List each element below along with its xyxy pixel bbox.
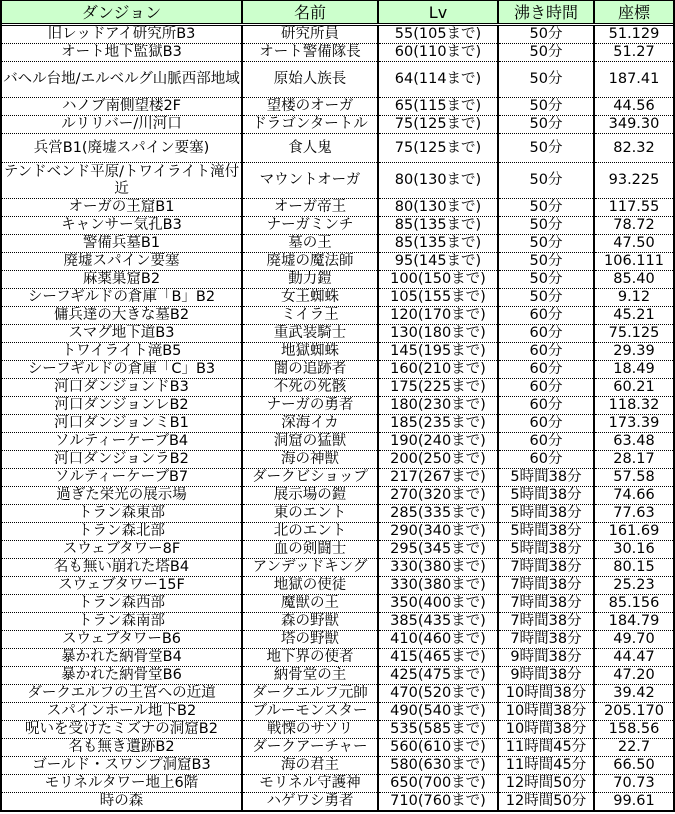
- cell-dungeon: キャンサー気孔B3: [2, 217, 242, 235]
- cell-spawn-time: 50分: [498, 271, 594, 289]
- table-row: [2, 415, 673, 433]
- cell-coordinates: 75.125: [594, 325, 673, 343]
- cell-coordinates: 187.41: [594, 62, 673, 98]
- cell-dungeon: 時の森: [99, 793, 144, 809]
- cell-level: 560(610まで): [378, 739, 498, 757]
- cell-coordinates: 158.56: [594, 721, 673, 739]
- cell-spawn-time: 60分: [498, 361, 594, 379]
- header-row: [2, 1, 673, 25]
- cell-level: 650(700まで): [378, 775, 498, 793]
- table-row: [2, 433, 673, 451]
- cell-level: 95(145まで): [378, 253, 498, 271]
- cell-dungeon: ソルティーケーブB7: [2, 469, 242, 487]
- header-spawn-time: 沸き時間: [498, 1, 594, 25]
- cell-dungeon: 河口ダンジョンドB3: [2, 379, 242, 397]
- header-level: Lv: [378, 1, 498, 25]
- cell-name: オート警備隊長: [242, 44, 378, 62]
- table-row: [2, 379, 673, 397]
- cell-coordinates: 78.72: [594, 217, 673, 235]
- cell-dungeon: スウェブタワー15F: [2, 577, 242, 595]
- table-row: [2, 793, 673, 811]
- cell-dungeon: ダークエルフの王宮への近道: [2, 685, 242, 703]
- cell-name: 地獄蜘蛛: [242, 343, 378, 361]
- table-row: [2, 703, 673, 721]
- table-row: [2, 217, 673, 235]
- cell-dungeon: トラン森南部: [2, 613, 242, 631]
- cell-dungeon: 旧レッドアイ研究所B3: [2, 25, 242, 44]
- cell-spawn-time: 12時間50分: [498, 775, 594, 793]
- cell-level: 60(110まで): [378, 44, 498, 62]
- header-dungeon: ダンジョン: [2, 1, 242, 25]
- cell-spawn-time: 60分: [498, 343, 594, 361]
- table-row: [2, 289, 673, 307]
- cell-name: ナーガの勇者: [242, 397, 378, 415]
- cell-spawn-time: 9時間38分: [498, 649, 594, 667]
- cell-coordinates: 85.156: [594, 595, 673, 613]
- cell-spawn-time: 11時間45分: [498, 739, 594, 757]
- cell-coordinates: 57.58: [594, 469, 673, 487]
- cell-level: 710(760まで): [378, 793, 498, 811]
- cell-name: 地獄の使徒: [242, 577, 378, 595]
- cell-name: アンデッドキング: [242, 559, 378, 577]
- cell-name: ドラゴンタートル: [242, 116, 378, 134]
- cell-name: 原始人族長: [242, 62, 378, 98]
- cell-dungeon: 傭兵達の大きな墓B2: [2, 307, 242, 325]
- cell-level: 75(125まで): [378, 134, 498, 163]
- cell-spawn-time: 60分: [498, 307, 594, 325]
- cell-name: 納骨堂の主: [242, 667, 378, 685]
- cell-level: 75(125まで): [378, 116, 498, 134]
- cell-spawn-time: 10時間38分: [498, 703, 594, 721]
- cell-dungeon: ゴールド・スワンプ洞窟B3: [2, 757, 242, 775]
- table-row: [2, 307, 673, 325]
- cell-level: 64(114まで): [378, 62, 498, 98]
- cell-level: 535(585まで): [378, 721, 498, 739]
- cell-level: 160(210まで): [378, 361, 498, 379]
- cell-level: 295(345まで): [378, 541, 498, 559]
- table-row: [2, 721, 673, 739]
- cell-name: モリネル守護神: [242, 775, 378, 793]
- cell-coordinates: 63.48: [594, 433, 673, 451]
- cell-coordinates: 39.42: [594, 685, 673, 703]
- table-row: [2, 134, 673, 163]
- cell-level: 385(435まで): [378, 613, 498, 631]
- cell-coordinates: 99.61: [594, 793, 673, 811]
- cell-spawn-time: 50分: [498, 44, 594, 62]
- header-coordinates: 座標: [594, 1, 673, 25]
- cell-dungeon: 廃墟スパイン要塞: [2, 253, 242, 271]
- cell-coordinates: 44.47: [594, 649, 673, 667]
- header-name: 名前: [242, 1, 378, 25]
- cell-name: 森の野獣: [242, 613, 378, 631]
- cell-spawn-time: 50分: [498, 199, 594, 217]
- table-row: [2, 98, 673, 116]
- table-row: [2, 451, 673, 469]
- cell-spawn-time: 60分: [498, 433, 594, 451]
- cell-dungeon: 暴かれた納骨堂B4: [2, 649, 242, 667]
- cell-coordinates: 9.12: [594, 289, 673, 307]
- table-row: [2, 757, 673, 775]
- cell-dungeon: トラン森北部: [2, 523, 242, 541]
- table-row: [2, 163, 673, 199]
- cell-dungeon: 過ぎた栄光の展示場: [2, 487, 242, 505]
- cell-name: 地下界の使者: [242, 649, 378, 667]
- cell-spawn-time: 5時間38分: [498, 469, 594, 487]
- cell-spawn-time: 9時間38分: [498, 667, 594, 685]
- cell-spawn-time: 11時間45分: [498, 757, 594, 775]
- cell-name: 戦慄のサソリ: [242, 721, 378, 739]
- cell-coordinates: 70.73: [594, 775, 673, 793]
- cell-spawn-time: 60分: [498, 379, 594, 397]
- cell-spawn-time: 7時間38分: [498, 559, 594, 577]
- cell-coordinates: 28.17: [594, 451, 673, 469]
- table-row: [2, 271, 673, 289]
- cell-coordinates: 161.69: [594, 523, 673, 541]
- cell-level: 85(135まで): [378, 235, 498, 253]
- cell-spawn-time: 50分: [498, 253, 594, 271]
- cell-spawn-time: 5時間38分: [498, 487, 594, 505]
- cell-dungeon: トワイライト滝B5: [2, 343, 242, 361]
- cell-dungeon: スパインホール地下B2: [2, 703, 242, 721]
- cell-name: ダークビショップ: [242, 469, 378, 487]
- cell-spawn-time: 10時間38分: [498, 685, 594, 703]
- cell-level: 80(130まで): [378, 199, 498, 217]
- cell-level: 185(235まで): [378, 415, 498, 433]
- table-row: [2, 62, 673, 98]
- table-row: [2, 361, 673, 379]
- cell-level: 217(267まで): [378, 469, 498, 487]
- cell-dungeon: ルリリバー/川河口: [2, 116, 242, 134]
- table-row: [2, 235, 673, 253]
- cell-dungeon: スウェブタワーB6: [2, 631, 242, 649]
- cell-level: 490(540まで): [378, 703, 498, 721]
- cell-spawn-time: 60分: [498, 325, 594, 343]
- table-row: [2, 649, 673, 667]
- cell-dungeon: トラン森西部: [2, 595, 242, 613]
- table-row: [2, 44, 673, 62]
- cell-coordinates: 80.15: [594, 559, 673, 577]
- cell-coordinates: 44.56: [594, 98, 673, 116]
- cell-coordinates: 47.50: [594, 235, 673, 253]
- cell-level: 470(520まで): [378, 685, 498, 703]
- cell-coordinates: 184.79: [594, 613, 673, 631]
- cell-name: ダークアーチャー: [242, 739, 378, 757]
- table-row: [2, 739, 673, 757]
- cell-name: 展示場の鎧: [242, 487, 378, 505]
- cell-spawn-time: 7時間38分: [498, 577, 594, 595]
- cell-level: 120(170まで): [378, 307, 498, 325]
- cell-level: 270(320まで): [378, 487, 498, 505]
- cell-level: 290(340まで): [378, 523, 498, 541]
- table-row: [2, 25, 673, 44]
- cell-level: 65(115まで): [378, 98, 498, 116]
- cell-level: 200(250まで): [378, 451, 498, 469]
- cell-spawn-time: 5時間38分: [498, 541, 594, 559]
- cell-dungeon: バヘル台地/エルベルグ山脈西部地域: [2, 62, 242, 98]
- cell-dungeon: 麻薬巣窟B2: [2, 271, 242, 289]
- cell-dungeon: オート地下監獄B3: [2, 44, 242, 62]
- cell-name: 塔の野獣: [242, 631, 378, 649]
- cell-coordinates: 29.39: [594, 343, 673, 361]
- cell-spawn-time: 50分: [498, 134, 594, 163]
- table-row: [2, 631, 673, 649]
- cell-name: 魔獣の王: [242, 595, 378, 613]
- cell-dungeon: スウェブタワー8F: [2, 541, 242, 559]
- cell-dungeon: スマグ地下道B3: [2, 325, 242, 343]
- cell-level: 330(380まで): [378, 559, 498, 577]
- table-row: [2, 487, 673, 505]
- cell-coordinates: 349.30: [594, 116, 673, 134]
- cell-spawn-time: 50分: [498, 235, 594, 253]
- cell-level: 190(240まで): [378, 433, 498, 451]
- table-row: [2, 253, 673, 271]
- cell-spawn-time: 50分: [498, 163, 594, 199]
- cell-coordinates: 82.32: [594, 134, 673, 163]
- cell-level: 425(475まで): [378, 667, 498, 685]
- table-row: [2, 469, 673, 487]
- cell-coordinates: 22.7: [594, 739, 673, 757]
- cell-name: 深海イカ: [242, 415, 378, 433]
- cell-coordinates: 118.32: [594, 397, 673, 415]
- table-row: [2, 325, 673, 343]
- cell-dungeon: トラン森東部: [2, 505, 242, 523]
- table-row: [2, 775, 673, 793]
- table-row: [2, 116, 673, 134]
- table-row: [2, 595, 673, 613]
- cell-spawn-time: 60分: [498, 451, 594, 469]
- cell-level: 350(400まで): [378, 595, 498, 613]
- cell-name: 研究所員: [242, 25, 378, 44]
- cell-coordinates: 173.39: [594, 415, 673, 433]
- cell-dungeon: 警備兵墓B1: [2, 235, 242, 253]
- boss-spawn-table: [2, 1, 673, 810]
- cell-coordinates: 117.55: [594, 199, 673, 217]
- cell-dungeon: 河口ダンジョンミB1: [2, 415, 242, 433]
- cell-name: 闇の追跡者: [242, 361, 378, 379]
- cell-name: 墓の王: [242, 235, 378, 253]
- cell-spawn-time: 50分: [498, 116, 594, 134]
- cell-name: ダークエルフ元帥: [242, 685, 378, 703]
- cell-dungeon: 名も無い崩れた塔B4: [2, 559, 242, 577]
- cell-dungeon: モリネルタワー地上6階: [2, 775, 242, 793]
- cell-name: 海の神獣: [242, 451, 378, 469]
- cell-name: 海の君主: [242, 757, 378, 775]
- cell-dungeon: ハノブ南側望楼2F: [2, 98, 242, 116]
- cell-spawn-time: 60分: [498, 397, 594, 415]
- table-row: [2, 505, 673, 523]
- cell-dungeon: シーフギルドの倉庫「C」B3: [2, 361, 242, 379]
- cell-name: ミイラ王: [242, 307, 378, 325]
- cell-level: 105(155まで): [378, 289, 498, 307]
- cell-name: マウントオーガ: [242, 163, 378, 199]
- cell-coordinates: 18.49: [594, 361, 673, 379]
- cell-dungeon: シーフギルドの倉庫「B」B2: [2, 289, 242, 307]
- cell-coordinates: 74.66: [594, 487, 673, 505]
- cell-dungeon: オーガの王窟B1: [2, 199, 242, 217]
- cell-name: 食人鬼: [242, 134, 378, 163]
- cell-dungeon: 河口ダンジョンレB2: [2, 397, 242, 415]
- cell-coordinates: 205.170: [594, 703, 673, 721]
- cell-spawn-time: 5時間38分: [498, 505, 594, 523]
- cell-level: 145(195まで): [378, 343, 498, 361]
- cell-dungeon: 河口ダンジョンラB2: [2, 451, 242, 469]
- cell-level: 415(465まで): [378, 649, 498, 667]
- cell-spawn-time: 50分: [498, 62, 594, 98]
- table-row: [2, 541, 673, 559]
- table-row: [2, 559, 673, 577]
- cell-spawn-time: 12時間50分: [498, 793, 594, 811]
- cell-name: ブルーモンスター: [242, 703, 378, 721]
- cell-name: 北のエント: [242, 523, 378, 541]
- cell-coordinates: 49.70: [594, 631, 673, 649]
- cell-name: 廃墟の魔法師: [242, 253, 378, 271]
- table-row: [2, 685, 673, 703]
- cell-dungeon: ソルティーケーブB4: [2, 433, 242, 451]
- cell-level: 55(105まで): [378, 25, 498, 44]
- cell-coordinates: 30.16: [594, 541, 673, 559]
- cell-level: 410(460まで): [378, 631, 498, 649]
- cell-coordinates: 77.63: [594, 505, 673, 523]
- cell-spawn-time: 7時間38分: [498, 631, 594, 649]
- cell-coordinates: 47.20: [594, 667, 673, 685]
- cell-name: 洞窟の猛獣: [242, 433, 378, 451]
- table-row: [2, 343, 673, 361]
- cell-name: 血の剣闘士: [242, 541, 378, 559]
- cell-spawn-time: 10時間38分: [498, 721, 594, 739]
- table-row: [2, 397, 673, 415]
- table-row: [2, 667, 673, 685]
- cell-spawn-time: 60分: [498, 415, 594, 433]
- cell-dungeon: 呪いを受けたミズナの洞窟B2: [2, 721, 242, 739]
- cell-dungeon: 名も無き遺跡B2: [2, 739, 242, 757]
- cell-name: オーガ帝王: [242, 199, 378, 217]
- cell-name: 女王蜘蛛: [242, 289, 378, 307]
- table-row: [2, 577, 673, 595]
- cell-coordinates: 85.40: [594, 271, 673, 289]
- cell-spawn-time: 50分: [498, 289, 594, 307]
- cell-coordinates: 45.21: [594, 307, 673, 325]
- cell-name: 動力鎧: [242, 271, 378, 289]
- cell-coordinates: 25.23: [594, 577, 673, 595]
- cell-coordinates: 51.27: [594, 44, 673, 62]
- cell-dungeon: テンドベンド平原/トワイライト滝付近: [2, 163, 242, 199]
- cell-coordinates: 60.21: [594, 379, 673, 397]
- cell-name: ハゲワシ勇者: [242, 793, 378, 811]
- cell-spawn-time: 5時間38分: [498, 523, 594, 541]
- cell-name: 不死の死骸: [242, 379, 378, 397]
- cell-spawn-time: 50分: [498, 25, 594, 44]
- cell-level: 130(180まで): [378, 325, 498, 343]
- cell-name: 望楼のオーガ: [242, 98, 378, 116]
- cell-spawn-time: 7時間38分: [498, 595, 594, 613]
- cell-level: 80(130まで): [378, 163, 498, 199]
- table-row: [2, 613, 673, 631]
- cell-coordinates: 66.50: [594, 757, 673, 775]
- cell-spawn-time: 7時間38分: [498, 613, 594, 631]
- cell-dungeon: 暴かれた納骨堂B6: [2, 667, 242, 685]
- cell-name: 東のエント: [242, 505, 378, 523]
- cell-level: 100(150まで): [378, 271, 498, 289]
- cell-level: 330(380まで): [378, 577, 498, 595]
- cell-spawn-time: 50分: [498, 98, 594, 116]
- cell-name: 重武装騎士: [242, 325, 378, 343]
- cell-level: 180(230まで): [378, 397, 498, 415]
- cell-coordinates: 51.129: [594, 25, 673, 44]
- cell-level: 285(335まで): [378, 505, 498, 523]
- table-row: [2, 523, 673, 541]
- cell-coordinates: 106.111: [594, 253, 673, 271]
- cell-level: 175(225まで): [378, 379, 498, 397]
- cell-level: 85(135まで): [378, 217, 498, 235]
- cell-name: ナーガミンチ: [242, 217, 378, 235]
- cell-coordinates: 93.225: [594, 163, 673, 199]
- cell-dungeon: 兵営B1(廃墟スパイン要塞): [2, 134, 242, 163]
- cell-level: 580(630まで): [378, 757, 498, 775]
- cell-spawn-time: 50分: [498, 217, 594, 235]
- table-row: [2, 199, 673, 217]
